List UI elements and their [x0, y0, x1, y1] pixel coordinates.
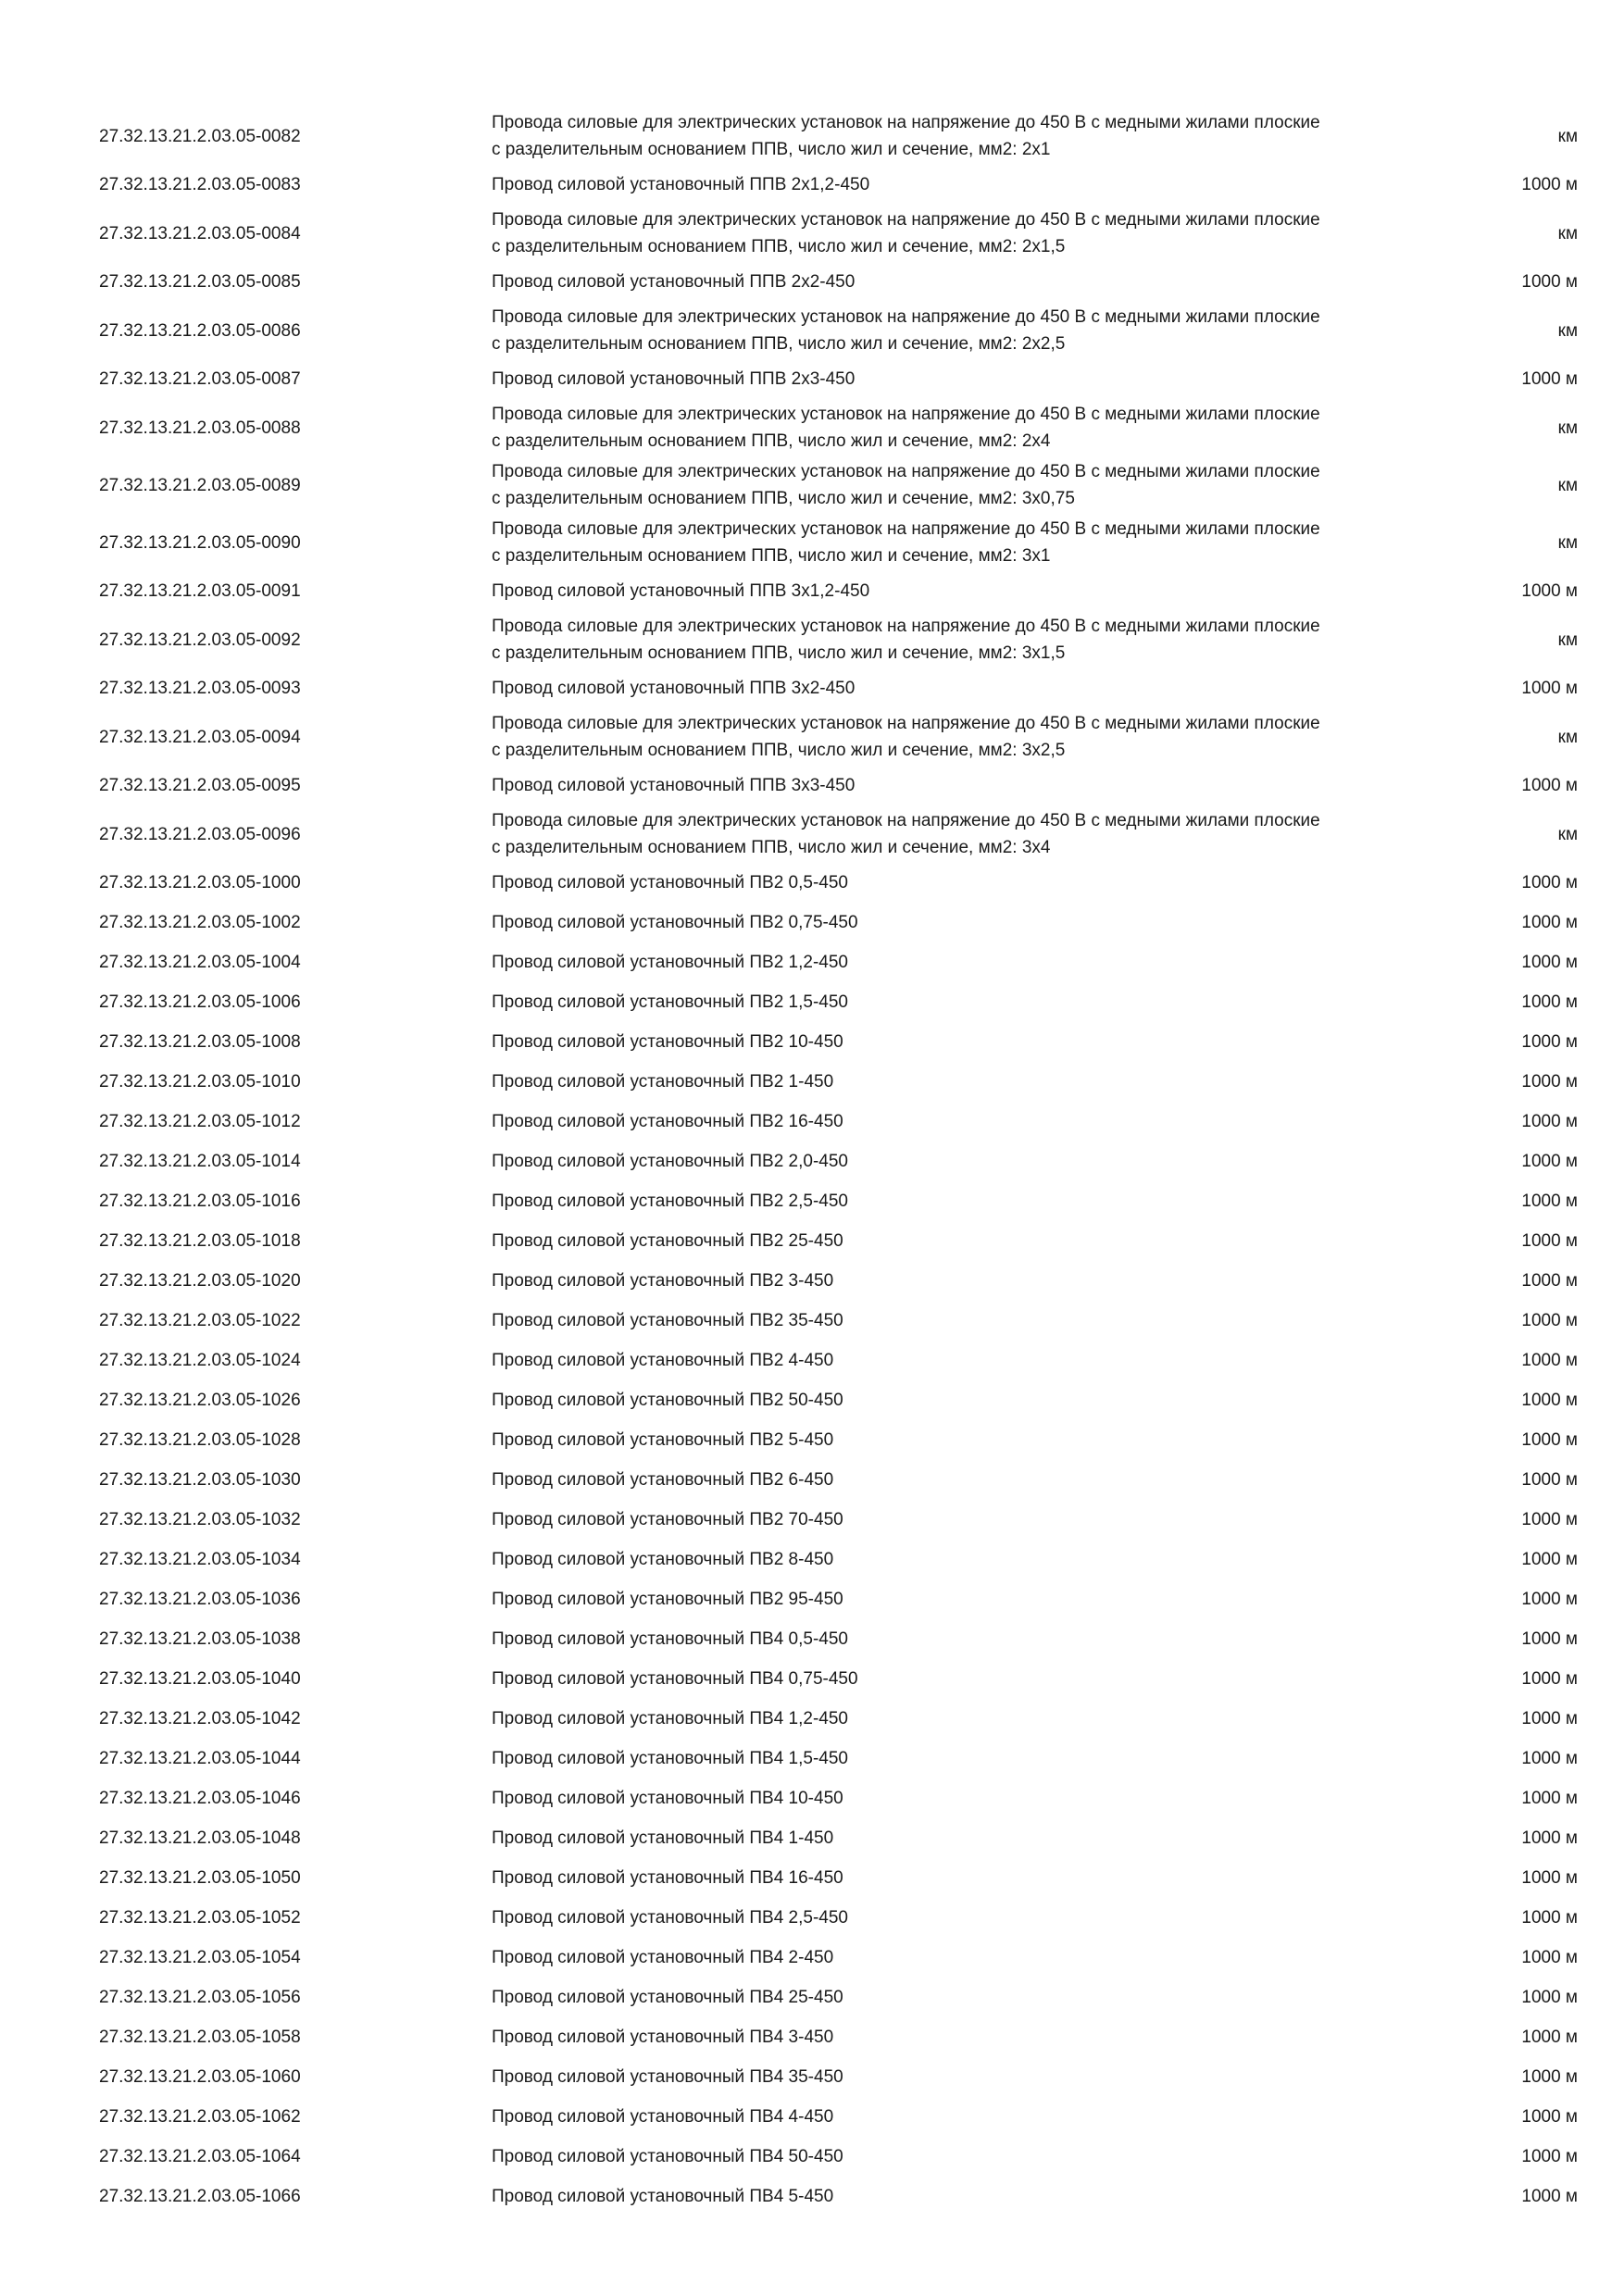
item-unit: 1000 м — [1521, 1072, 1578, 1092]
item-description — [492, 1666, 1464, 1692]
item-description — [492, 516, 1464, 569]
item-description-line: Провод силовой установочный ПВ4 1,5-450 — [492, 1749, 848, 1768]
item-description — [492, 206, 1464, 260]
table-row — [0, 1142, 1624, 1181]
item-code: 27.32.13.21.2.03.05-1050 — [99, 1868, 301, 1888]
item-code: 27.32.13.21.2.03.05-1020 — [99, 1271, 301, 1291]
item-unit: 1000 м — [1521, 873, 1578, 892]
item-description-line: Провод силовой установочный ПВ2 50-450 — [492, 1391, 843, 1410]
item-code: 27.32.13.21.2.03.05-0094 — [99, 727, 301, 747]
item-description-line: Провод силовой установочный ПВ2 1,2-450 — [492, 953, 848, 972]
table-row — [0, 1978, 1624, 2017]
item-code: 27.32.13.21.2.03.05-1056 — [99, 1988, 301, 2007]
item-unit: 1000 м — [1521, 1550, 1578, 1569]
item-unit: 1000 м — [1521, 1271, 1578, 1291]
item-unit: 1000 м — [1521, 2107, 1578, 2127]
item-description-line: Провода силовые для электрических установок на напряжение до 450 В с медными жилами плоские — [492, 617, 1320, 636]
item-description — [492, 1546, 1464, 1573]
item-description-line: с разделительным основанием ППВ, число жил и сечение, мм2: 2х1 — [492, 140, 1051, 159]
item-code: 27.32.13.21.2.03.05-1044 — [99, 1749, 301, 1768]
item-description-line: Провод силовой установочный ПВ4 3-450 — [492, 2028, 834, 2047]
item-description — [492, 1188, 1464, 1215]
table-row — [0, 456, 1624, 514]
item-description-line: Провод силовой установочный ПВ4 0,75-450 — [492, 1669, 858, 1689]
table-row — [0, 1022, 1624, 1062]
item-unit: 1000 м — [1521, 1032, 1578, 1052]
item-code: 27.32.13.21.2.03.05-1002 — [99, 913, 301, 932]
item-unit: 1000 м — [1521, 1749, 1578, 1768]
item-unit: 1000 м — [1521, 1192, 1578, 1211]
item-code: 27.32.13.21.2.03.05-1066 — [99, 2187, 301, 2206]
item-description-line: Провод силовой установочный ПВ4 1,2-450 — [492, 1709, 848, 1728]
item-description-line: с разделительным основанием ППВ, число жил и сечение, мм2: 3х1,5 — [492, 643, 1066, 663]
item-description-line: Провод силовой установочный ПВ4 0,5-450 — [492, 1629, 848, 1649]
item-code: 27.32.13.21.2.03.05-0085 — [99, 272, 301, 292]
item-code: 27.32.13.21.2.03.05-1046 — [99, 1789, 301, 1808]
item-code: 27.32.13.21.2.03.05-0088 — [99, 418, 301, 438]
table-row — [0, 942, 1624, 982]
table-row — [0, 2057, 1624, 2097]
table-row — [0, 611, 1624, 668]
item-description-line: Провод силовой установочный ПВ2 5-450 — [492, 1430, 834, 1450]
item-unit: 1000 м — [1521, 369, 1578, 389]
item-description — [492, 1586, 1464, 1613]
item-description — [492, 909, 1464, 936]
item-description-line: Провод силовой установочный ПВ2 10-450 — [492, 1032, 843, 1052]
item-description-line: Провод силовой установочный ППВ 2х3-450 — [492, 369, 856, 389]
item-description — [492, 1108, 1464, 1135]
item-code: 27.32.13.21.2.03.05-1042 — [99, 1709, 301, 1728]
item-code: 27.32.13.21.2.03.05-1034 — [99, 1550, 301, 1569]
item-unit: 1000 м — [1521, 1590, 1578, 1609]
table-row — [0, 1818, 1624, 1858]
item-code: 27.32.13.21.2.03.05-1052 — [99, 1908, 301, 1928]
item-description-line: Провод силовой установочный ПВ4 4-450 — [492, 2107, 834, 2127]
item-description-line: Провод силовой установочный ПВ2 70-450 — [492, 1510, 843, 1529]
table-row — [0, 2017, 1624, 2057]
item-code: 27.32.13.21.2.03.05-1028 — [99, 1430, 301, 1450]
item-code: 27.32.13.21.2.03.05-1030 — [99, 1470, 301, 1490]
item-description-line: Провода силовые для электрических установок на напряжение до 450 В с медными жилами плоские — [492, 462, 1320, 481]
item-code: 27.32.13.21.2.03.05-1014 — [99, 1152, 301, 1171]
item-description-line: Провод силовой установочный ПВ4 2-450 — [492, 1948, 834, 1967]
item-description-line: Провод силовой установочный ПВ4 5-450 — [492, 2187, 834, 2206]
item-code: 27.32.13.21.2.03.05-0095 — [99, 776, 301, 795]
item-unit: 1000 м — [1521, 1152, 1578, 1171]
item-code: 27.32.13.21.2.03.05-1032 — [99, 1510, 301, 1529]
item-description — [492, 1626, 1464, 1653]
item-unit: 1000 м — [1521, 1828, 1578, 1848]
item-unit: 1000 м — [1521, 1629, 1578, 1649]
item-description — [492, 1387, 1464, 1414]
table-row — [0, 1181, 1624, 1221]
item-description — [492, 304, 1464, 357]
table-row — [0, 107, 1624, 165]
table-row — [0, 1301, 1624, 1341]
item-code: 27.32.13.21.2.03.05-0096 — [99, 824, 301, 844]
table-row — [0, 205, 1624, 262]
item-unit: км — [1557, 320, 1578, 341]
item-description — [492, 807, 1464, 861]
table-row — [0, 2177, 1624, 2216]
table-row — [0, 1221, 1624, 1261]
item-unit: км — [1557, 223, 1578, 243]
item-code: 27.32.13.21.2.03.05-1012 — [99, 1112, 301, 1131]
item-description — [492, 1068, 1464, 1095]
item-unit: 1000 м — [1521, 1868, 1578, 1888]
item-description-line: с разделительным основанием ППВ, число жил и сечение, мм2: 3х1 — [492, 546, 1051, 566]
item-description-line: с разделительным основанием ППВ, число жил и сечение, мм2: 2х1,5 — [492, 237, 1066, 256]
item-code: 27.32.13.21.2.03.05-1038 — [99, 1629, 301, 1649]
item-unit: 1000 м — [1521, 1908, 1578, 1928]
item-description — [492, 401, 1464, 455]
item-description — [492, 1267, 1464, 1294]
item-description-line: Провод силовой установочный ПВ2 95-450 — [492, 1590, 843, 1609]
item-unit: 1000 м — [1521, 953, 1578, 972]
item-unit: 1000 м — [1521, 1391, 1578, 1410]
item-description-line: Провода силовые для электрических установок на напряжение до 450 В с медными жилами плоские — [492, 307, 1320, 327]
item-description — [492, 366, 1464, 393]
item-description — [492, 1506, 1464, 1533]
item-code: 27.32.13.21.2.03.05-0089 — [99, 475, 301, 495]
item-description-line: Провод силовой установочный ПВ4 16-450 — [492, 1868, 843, 1888]
item-unit: 1000 м — [1521, 1709, 1578, 1728]
item-code: 27.32.13.21.2.03.05-1008 — [99, 1032, 301, 1052]
item-description — [492, 171, 1464, 198]
table-row — [0, 1420, 1624, 1460]
table-row — [0, 1898, 1624, 1938]
item-code: 27.32.13.21.2.03.05-1064 — [99, 2147, 301, 2166]
table-row — [0, 1540, 1624, 1579]
item-unit: 1000 м — [1521, 2147, 1578, 2166]
table-row — [0, 1380, 1624, 1420]
item-description-line: Провод силовой установочный ПВ2 1-450 — [492, 1072, 834, 1092]
item-unit: км — [1557, 727, 1578, 747]
item-unit: 1000 м — [1521, 2187, 1578, 2206]
table-row — [0, 2137, 1624, 2177]
item-description — [492, 2103, 1464, 2130]
table-row — [0, 302, 1624, 359]
item-description-line: Провод силовой установочный ППВ 3х3-450 — [492, 776, 856, 795]
item-description-line: Провода силовые для электрических установок на напряжение до 450 В с медными жилами плоские — [492, 811, 1320, 830]
table-row — [0, 903, 1624, 942]
item-code: 27.32.13.21.2.03.05-1026 — [99, 1391, 301, 1410]
item-code: 27.32.13.21.2.03.05-1040 — [99, 1669, 301, 1689]
table-row — [0, 2097, 1624, 2137]
item-description-line: Провод силовой установочный ППВ 3х1,2-450 — [492, 581, 870, 601]
item-description-line: Провода силовые для электрических установок на напряжение до 450 В с медными жилами плоские — [492, 519, 1320, 539]
item-unit: 1000 м — [1521, 2067, 1578, 2087]
item-code: 27.32.13.21.2.03.05-0082 — [99, 126, 301, 146]
table-row — [0, 1938, 1624, 1978]
table-row — [0, 1659, 1624, 1699]
item-description-line: Провод силовой установочный ППВ 2х2-450 — [492, 272, 856, 292]
item-description-line: с разделительным основанием ППВ, число жил и сечение, мм2: 2х2,5 — [492, 334, 1066, 354]
item-unit: 1000 м — [1521, 2028, 1578, 2047]
item-unit: 1000 м — [1521, 1112, 1578, 1131]
table-row — [0, 805, 1624, 863]
item-unit: 1000 м — [1521, 992, 1578, 1012]
item-description — [492, 1944, 1464, 1971]
item-code: 27.32.13.21.2.03.05-1000 — [99, 873, 301, 892]
item-description — [492, 2143, 1464, 2170]
item-description — [492, 1427, 1464, 1454]
table-row — [0, 262, 1624, 302]
table-row — [0, 1102, 1624, 1142]
item-code: 27.32.13.21.2.03.05-1058 — [99, 2028, 301, 2047]
item-code: 27.32.13.21.2.03.05-1054 — [99, 1948, 301, 1967]
item-description-line: Провода силовые для электрических установок на напряжение до 450 В с медными жилами плоские — [492, 405, 1320, 424]
item-unit: 1000 м — [1521, 1669, 1578, 1689]
item-description — [492, 1466, 1464, 1493]
item-description — [492, 109, 1464, 163]
item-description-line: Провод силовой установочный ПВ2 2,5-450 — [492, 1192, 848, 1211]
item-description-line: с разделительным основанием ППВ, число жил и сечение, мм2: 3х4 — [492, 838, 1051, 857]
item-description — [492, 613, 1464, 667]
table-row — [0, 1460, 1624, 1500]
item-unit: км — [1557, 126, 1578, 146]
item-unit: 1000 м — [1521, 679, 1578, 698]
item-description-line: Провод силовой установочный ППВ 3х2-450 — [492, 679, 856, 698]
table-row — [0, 982, 1624, 1022]
item-description — [492, 989, 1464, 1016]
item-description-line: Провод силовой установочный ПВ2 2,0-450 — [492, 1152, 848, 1171]
table-row — [0, 1579, 1624, 1619]
item-code: 27.32.13.21.2.03.05-1024 — [99, 1351, 301, 1370]
item-description-line: Провод силовой установочный ПВ4 25-450 — [492, 1988, 843, 2007]
item-description-line: Провод силовой установочный ПВ4 1-450 — [492, 1828, 834, 1848]
item-unit: 1000 м — [1521, 581, 1578, 601]
item-description — [492, 1148, 1464, 1175]
item-code: 27.32.13.21.2.03.05-0087 — [99, 369, 301, 389]
table-row — [0, 1739, 1624, 1778]
item-code: 27.32.13.21.2.03.05-0084 — [99, 223, 301, 243]
item-code: 27.32.13.21.2.03.05-1060 — [99, 2067, 301, 2087]
item-description-line: Провод силовой установочный ПВ4 50-450 — [492, 2147, 843, 2166]
item-unit: км — [1557, 532, 1578, 553]
table-row — [0, 863, 1624, 903]
item-code: 27.32.13.21.2.03.05-1016 — [99, 1192, 301, 1211]
item-description — [492, 1825, 1464, 1852]
item-unit: км — [1557, 630, 1578, 650]
item-description-line: с разделительным основанием ППВ, число жил и сечение, мм2: 3х0,75 — [492, 489, 1075, 508]
item-code: 27.32.13.21.2.03.05-1010 — [99, 1072, 301, 1092]
item-description-line: Провода силовые для электрических установок на напряжение до 450 В с медными жилами плоские — [492, 210, 1320, 230]
item-description-line: Провод силовой установочный ПВ2 6-450 — [492, 1470, 834, 1490]
item-unit: 1000 м — [1521, 1789, 1578, 1808]
item-description — [492, 268, 1464, 295]
table-row — [0, 359, 1624, 399]
item-description — [492, 772, 1464, 799]
table-row — [0, 1619, 1624, 1659]
item-unit: 1000 м — [1521, 1231, 1578, 1251]
item-unit: 1000 м — [1521, 175, 1578, 194]
table-row — [0, 571, 1624, 611]
item-description — [492, 2183, 1464, 2210]
item-unit: 1000 м — [1521, 1351, 1578, 1370]
item-description-line: Провод силовой установочный ПВ4 2,5-450 — [492, 1908, 848, 1928]
item-description-line: Провод силовой установочный ПВ2 35-450 — [492, 1311, 843, 1330]
item-unit: 1000 м — [1521, 913, 1578, 932]
item-description — [492, 1984, 1464, 2011]
item-description — [492, 675, 1464, 702]
table-row — [0, 1062, 1624, 1102]
item-description-line: Провод силовой установочный ПВ2 4-450 — [492, 1351, 834, 1370]
item-description — [492, 949, 1464, 976]
item-code: 27.32.13.21.2.03.05-0091 — [99, 581, 301, 601]
item-description — [492, 1785, 1464, 1812]
item-description-line: с разделительным основанием ППВ, число жил и сечение, мм2: 2х4 — [492, 431, 1051, 451]
table-row — [0, 1858, 1624, 1898]
item-description — [492, 578, 1464, 605]
item-unit: 1000 м — [1521, 1948, 1578, 1967]
item-description-line: Провод силовой установочный ПВ2 1,5-450 — [492, 992, 848, 1012]
table-row — [0, 668, 1624, 708]
item-description — [492, 1865, 1464, 1891]
item-unit: 1000 м — [1521, 1988, 1578, 2007]
item-description-line: Провод силовой установочный ПВ4 35-450 — [492, 2067, 843, 2087]
item-unit: км — [1557, 824, 1578, 844]
item-description-line: Провод силовой установочный ПВ2 0,5-450 — [492, 873, 848, 892]
item-description — [492, 1705, 1464, 1732]
item-description-line: Провода силовые для электрических установок на напряжение до 450 В с медными жилами плоские — [492, 113, 1320, 132]
item-unit: 1000 м — [1521, 1430, 1578, 1450]
item-description — [492, 1228, 1464, 1254]
item-code: 27.32.13.21.2.03.05-0092 — [99, 630, 301, 650]
item-description-line: с разделительным основанием ППВ, число жил и сечение, мм2: 3х2,5 — [492, 741, 1066, 760]
item-description — [492, 1307, 1464, 1334]
item-code: 27.32.13.21.2.03.05-1048 — [99, 1828, 301, 1848]
item-description — [492, 1745, 1464, 1772]
table-row — [0, 1261, 1624, 1301]
table-row — [0, 1778, 1624, 1818]
item-description-line: Провод силовой установочный ПВ2 3-450 — [492, 1271, 834, 1291]
item-description-line: Провод силовой установочный ПВ4 10-450 — [492, 1789, 843, 1808]
item-code: 27.32.13.21.2.03.05-0090 — [99, 532, 301, 553]
table-row — [0, 708, 1624, 766]
item-code: 27.32.13.21.2.03.05-1004 — [99, 953, 301, 972]
item-code: 27.32.13.21.2.03.05-1022 — [99, 1311, 301, 1330]
item-description — [492, 869, 1464, 896]
item-unit: км — [1557, 475, 1578, 495]
item-code: 27.32.13.21.2.03.05-1006 — [99, 992, 301, 1012]
item-code: 27.32.13.21.2.03.05-0093 — [99, 679, 301, 698]
item-code: 27.32.13.21.2.03.05-1036 — [99, 1590, 301, 1609]
table-row — [0, 1500, 1624, 1540]
item-description — [492, 2064, 1464, 2090]
item-description — [492, 710, 1464, 764]
table-row — [0, 766, 1624, 805]
item-description — [492, 1347, 1464, 1374]
table-row — [0, 1699, 1624, 1739]
item-unit: км — [1557, 418, 1578, 438]
item-description — [492, 1904, 1464, 1931]
item-description-line: Провод силовой установочный ППВ 2х1,2-450 — [492, 175, 870, 194]
item-unit: 1000 м — [1521, 1510, 1578, 1529]
item-description — [492, 2024, 1464, 2051]
table-row — [0, 514, 1624, 571]
item-description-line: Провод силовой установочный ПВ2 8-450 — [492, 1550, 834, 1569]
item-description-line: Провод силовой установочный ПВ2 16-450 — [492, 1112, 843, 1131]
item-code: 27.32.13.21.2.03.05-0086 — [99, 320, 301, 341]
item-description-line: Провод силовой установочный ПВ2 0,75-450 — [492, 913, 858, 932]
table-row — [0, 165, 1624, 205]
item-code: 27.32.13.21.2.03.05-1062 — [99, 2107, 301, 2127]
item-unit: 1000 м — [1521, 776, 1578, 795]
item-description — [492, 458, 1464, 512]
item-description-line: Провод силовой установочный ПВ2 25-450 — [492, 1231, 843, 1251]
item-unit: 1000 м — [1521, 1311, 1578, 1330]
item-code: 27.32.13.21.2.03.05-1018 — [99, 1231, 301, 1251]
item-description — [492, 1029, 1464, 1055]
item-code: 27.32.13.21.2.03.05-0083 — [99, 175, 301, 194]
item-description-line: Провода силовые для электрических установок на напряжение до 450 В с медными жилами плоские — [492, 714, 1320, 733]
item-unit: 1000 м — [1521, 272, 1578, 292]
item-unit: 1000 м — [1521, 1470, 1578, 1490]
table-row — [0, 1341, 1624, 1380]
table-row — [0, 399, 1624, 456]
